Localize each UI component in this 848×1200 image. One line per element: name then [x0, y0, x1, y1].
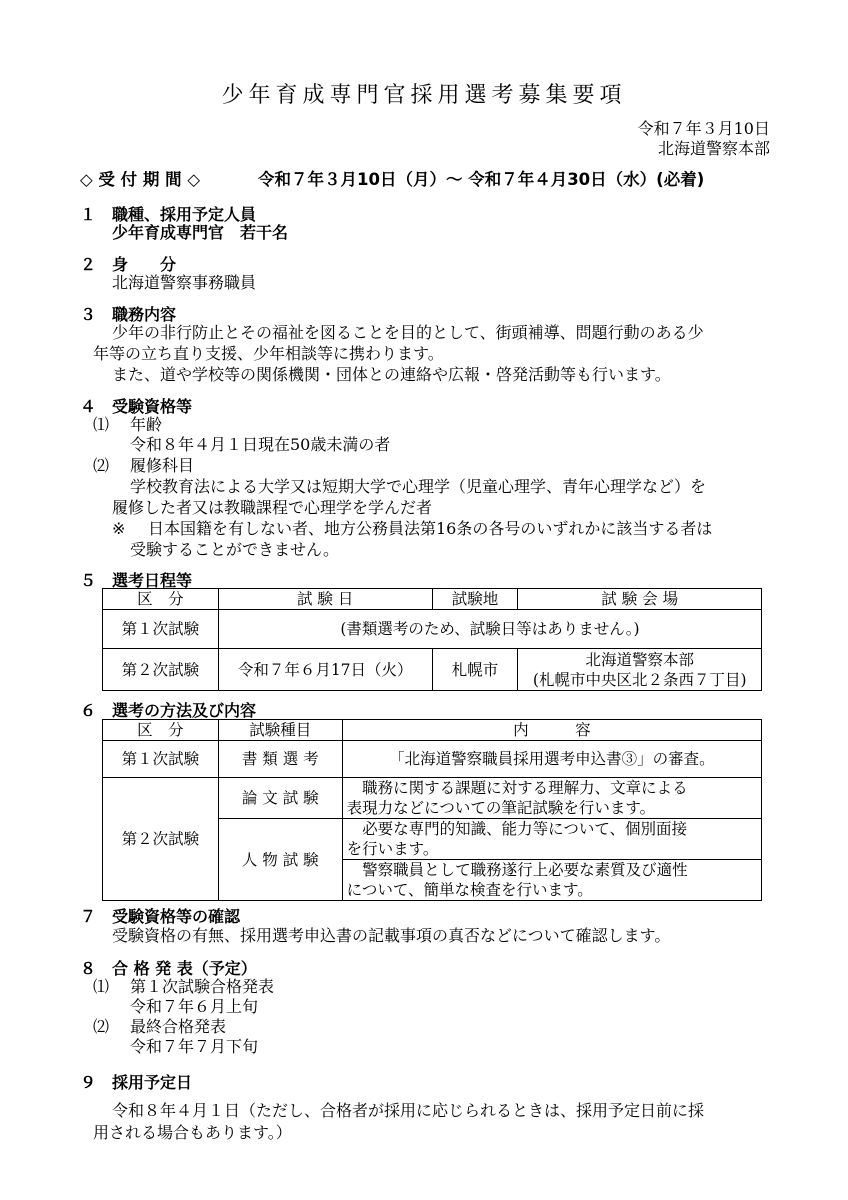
method-table — [102, 719, 762, 901]
schedule-header-row — [103, 589, 762, 610]
section-2-number: ２ — [80, 255, 97, 274]
section-2-body: 北海道警察事務職員 — [112, 273, 257, 292]
section-1-body: 少年育成専門官 若干名 — [112, 223, 289, 242]
section-4-note-mark: ※ — [112, 519, 126, 538]
section-5-number: ５ — [80, 571, 97, 590]
method-ronbun-line2: 表現力などについての筆記試験を行います。 — [346, 799, 656, 817]
method-jinbutsu-a-line1: 必要な専門的知識、能力等について、個別面接 — [346, 820, 688, 838]
section-7-number: ７ — [80, 907, 97, 926]
method-first-content: 「北海道警察職員採用選考申込書③」の審査。 — [342, 741, 761, 778]
section-7-heading: 受験資格等の確認 — [112, 907, 241, 926]
section-9-line1: 令和８年４月１日（ただし、合格者が採用に応じられるときは、採用予定日前に採 — [112, 1101, 705, 1120]
section-4-item1-title: 年齢 — [130, 415, 163, 434]
method-jinbutsu-a-line2: を行います。 — [346, 840, 439, 858]
schedule-second-place: 札幌市 — [432, 649, 518, 691]
section-6-heading: 選考の方法及び内容 — [112, 701, 257, 720]
section-8-item2-body: 令和７年７月下旬 — [130, 1037, 259, 1056]
schedule-second-venue-name: 北海道警察本部 — [585, 650, 694, 669]
section-3-number: ３ — [80, 305, 97, 324]
section-4-item1-number: ⑴ — [93, 415, 110, 434]
section-8-number: ８ — [80, 959, 97, 978]
method-jinbutsu-type: 人 物 試 験 — [218, 819, 342, 901]
section-6-number: ６ — [80, 701, 97, 720]
section-8-item1-title: 第１次試験合格発表 — [130, 977, 275, 996]
schedule-first-note: (書類選考のため、試験日等はありません。) — [218, 610, 761, 649]
document-issuer: 北海道警察本部 — [657, 139, 770, 158]
section-9-number: ９ — [80, 1073, 97, 1092]
document-title: 少年育成専門官採用選考募集要項 — [221, 83, 627, 108]
method-row-ronbun — [103, 778, 762, 819]
method-ronbun-type: 論 文 試 験 — [218, 778, 342, 819]
reception-period-value: 令和７年３月10日（月）～ 令和７年４月30日（水）(必着) — [258, 170, 705, 189]
section-7-body: 受験資格の有無、採用選考申込書の記載事項の真否などについて確認します。 — [112, 926, 671, 945]
section-2-heading: 身 分 — [112, 255, 177, 274]
method-header-row — [103, 720, 762, 741]
schedule-second-date: 令和７年６月17日（火） — [218, 649, 432, 691]
document-date: 令和７年３月10日 — [637, 119, 770, 138]
schedule-header-kubun: 区 分 — [103, 589, 219, 610]
section-4-note-line1: 日本国籍を有しない者、地方公務員法第16条の各号のいずれかに該当する者は — [148, 519, 713, 538]
schedule-table — [102, 588, 762, 691]
section-4-number: ４ — [80, 397, 97, 416]
method-jinbutsu-b-line2: について、簡単な検査を行います。 — [346, 881, 593, 899]
method-row-first — [103, 741, 762, 778]
method-second-kubun: 第２次試験 — [103, 778, 219, 901]
section-8-item1-number: ⑴ — [93, 977, 110, 996]
schedule-second-kubun: 第２次試験 — [103, 649, 219, 691]
section-4-item2-line2: 履修した者又は教職課程で心理学を学んだ者 — [112, 498, 433, 517]
schedule-header-venue: 試 験 会 場 — [518, 589, 762, 610]
method-first-type: 書 類 選 考 — [218, 741, 342, 778]
section-8-item1-body: 令和７年６月上旬 — [130, 997, 259, 1016]
reception-period-label: ◇ 受 付 期 間 ◇ — [80, 170, 201, 189]
section-3-para1-line1: 少年の非行防止とその福祉を図ることを目的として、街頭補導、問題行動のある少 — [112, 323, 704, 342]
schedule-second-venue-address: (札幌市中央区北２条西７丁目) — [532, 670, 747, 689]
schedule-header-place: 試験地 — [432, 589, 518, 610]
section-8-heading: 合 格 発 表（予定） — [112, 959, 257, 978]
section-8-item2-number: ⑵ — [93, 1017, 110, 1036]
section-3-heading: 職務内容 — [112, 305, 177, 324]
section-9-heading: 採用予定日 — [112, 1073, 193, 1092]
section-4-item2-line1: 学校教育法による大学又は短期大学で心理学（児童心理学、青年心理学など）を — [130, 477, 707, 496]
method-first-kubun: 第１次試験 — [103, 741, 219, 778]
method-header-type: 試験種目 — [218, 720, 342, 741]
section-4-item2-title: 履修科目 — [130, 456, 195, 475]
section-3-para1-line2: 年等の立ち直り支援、少年相談等に携わります。 — [93, 344, 444, 363]
section-1-number: １ — [80, 205, 97, 224]
section-9-line2: 用される場合もあります。） — [93, 1123, 292, 1142]
schedule-header-date: 試 験 日 — [218, 589, 432, 610]
section-3-para2: また、道や学校等の関係機関・団体との連絡や広報・啓発活動等も行います。 — [112, 365, 671, 384]
section-1-heading: 職種、採用予定人員 — [112, 205, 257, 224]
section-4-item1-body: 令和８年４月１日現在50歳未満の者 — [130, 435, 391, 454]
method-header-content: 内 容 — [342, 720, 761, 741]
section-4-heading: 受験資格等 — [112, 397, 193, 416]
method-ronbun-content — [342, 778, 761, 819]
section-4-item2-number: ⑵ — [93, 456, 110, 475]
schedule-first-kubun: 第１次試験 — [103, 610, 219, 649]
schedule-row-first — [103, 610, 762, 649]
section-5-heading: 選考日程等 — [112, 571, 193, 590]
method-jinbutsu-b-line1: 警察職員として職務遂行上必要な素質及び適性 — [346, 861, 688, 879]
schedule-second-venue — [518, 649, 762, 691]
section-8-item2-title: 最終合格発表 — [130, 1017, 227, 1036]
method-header-kubun: 区 分 — [103, 720, 219, 741]
section-4-note-line2: 受験することができません。 — [130, 540, 339, 559]
schedule-row-second — [103, 649, 762, 691]
method-jinbutsu-content-a — [342, 819, 761, 860]
method-ronbun-line1: 職務に関する課題に対する理解力、文章による — [346, 779, 688, 797]
method-jinbutsu-content-b — [342, 860, 761, 901]
